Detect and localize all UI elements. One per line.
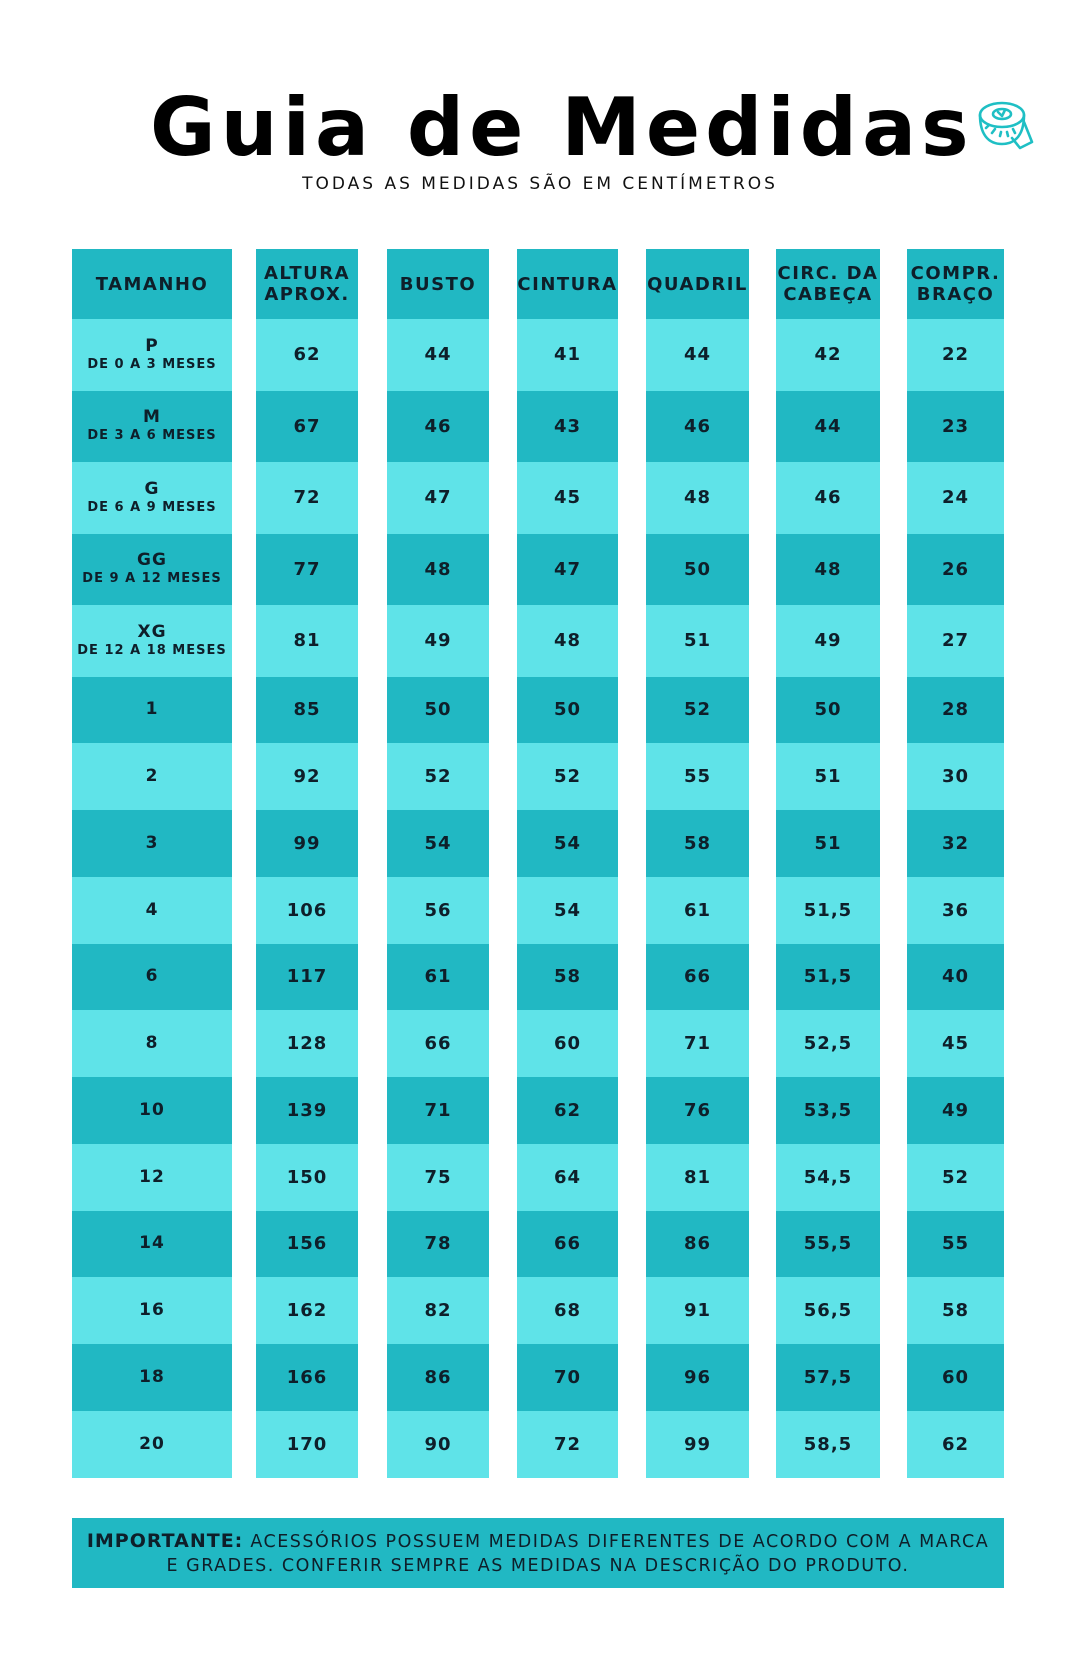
measure-cell <box>256 877 358 944</box>
size-label: 2 <box>145 766 159 787</box>
measure-cell <box>776 944 880 1011</box>
measure-cell <box>646 944 749 1011</box>
column-header-line: COMPR. <box>910 263 1001 284</box>
measure-value: 54 <box>553 899 582 921</box>
measure-cell <box>256 944 358 1011</box>
measure-value: 48 <box>683 487 712 509</box>
measure-value: 56 <box>424 899 452 921</box>
size-cell <box>72 534 232 606</box>
measure-value: 27 <box>941 630 970 652</box>
size-cell <box>72 1144 232 1211</box>
column-quadril <box>646 249 749 1516</box>
measure-value: 54 <box>553 832 582 854</box>
header <box>0 78 1080 178</box>
measure-cell <box>517 944 618 1011</box>
measure-cell <box>907 1344 1004 1411</box>
measure-value: 150 <box>286 1166 328 1188</box>
measure-value: 70 <box>553 1366 582 1388</box>
size-cell <box>72 944 232 1011</box>
measure-value: 52 <box>553 766 582 788</box>
measure-cell <box>517 1144 618 1211</box>
measure-cell <box>907 391 1004 463</box>
measure-cell <box>646 391 749 463</box>
measure-cell <box>646 1277 749 1344</box>
measure-value: 52 <box>683 699 712 721</box>
measure-value: 78 <box>424 1233 452 1255</box>
measure-cell <box>517 462 618 534</box>
measure-cell <box>776 1344 880 1411</box>
measure-cell <box>517 1077 618 1144</box>
size-cell <box>72 1277 232 1344</box>
measure-value: 62 <box>293 344 321 366</box>
column-tamanho <box>72 249 232 1516</box>
column-header-line: CIRC. DA <box>777 263 879 284</box>
measure-cell <box>256 1144 358 1211</box>
measure-cell <box>907 877 1004 944</box>
measure-value: 99 <box>683 1433 712 1455</box>
measure-value: 91 <box>683 1300 712 1322</box>
measure-cell <box>517 1211 618 1278</box>
measure-cell <box>387 810 489 877</box>
measure-cell <box>907 1411 1004 1478</box>
measure-cell <box>517 1344 618 1411</box>
measure-cell <box>907 462 1004 534</box>
column-header-line: BRAÇO <box>916 284 995 305</box>
important-note <box>72 1518 1004 1588</box>
measure-value: 128 <box>286 1033 328 1055</box>
age-range: DE 9 A 12 MESES <box>82 571 222 587</box>
measure-value: 50 <box>553 699 582 721</box>
measure-value: 28 <box>941 699 970 721</box>
size-label: M <box>143 407 161 428</box>
size-cell <box>72 1344 232 1411</box>
size-cell <box>72 605 232 677</box>
measuring-tape-icon <box>972 98 1036 162</box>
size-label: 18 <box>139 1366 165 1387</box>
measure-cell <box>907 1077 1004 1144</box>
measure-value: 156 <box>286 1233 328 1255</box>
measure-cell <box>387 1411 489 1478</box>
measure-cell <box>776 743 880 810</box>
measure-value: 162 <box>286 1300 328 1322</box>
measure-cell <box>776 1077 880 1144</box>
measure-cell <box>387 462 489 534</box>
measure-value: 53,5 <box>803 1099 853 1121</box>
measure-cell <box>387 1277 489 1344</box>
measure-cell <box>517 319 618 391</box>
measure-cell <box>387 1077 489 1144</box>
measure-cell <box>387 1211 489 1278</box>
measure-cell <box>256 1411 358 1478</box>
measure-cell <box>646 1411 749 1478</box>
measure-value: 49 <box>424 630 452 652</box>
measure-value: 52 <box>941 1166 970 1188</box>
column-cintura <box>517 249 618 1516</box>
measure-cell <box>646 743 749 810</box>
measure-value: 71 <box>683 1033 712 1055</box>
measure-cell <box>387 605 489 677</box>
measure-cell <box>776 1010 880 1077</box>
measure-cell <box>776 534 880 606</box>
measure-cell <box>907 1010 1004 1077</box>
measure-value: 42 <box>814 344 842 366</box>
important-label: IMPORTANTE: <box>86 1529 244 1552</box>
size-cell <box>72 391 232 463</box>
column-header-line: TAMANHO <box>95 273 209 295</box>
measure-cell <box>387 944 489 1011</box>
measure-cell <box>256 743 358 810</box>
measure-value: 81 <box>293 630 321 652</box>
measure-value: 60 <box>553 1033 582 1055</box>
measure-value: 72 <box>293 487 321 509</box>
measure-cell <box>256 1211 358 1278</box>
measure-value: 40 <box>941 966 970 988</box>
measure-value: 72 <box>553 1433 582 1455</box>
measure-value: 43 <box>553 415 582 437</box>
size-cell <box>72 877 232 944</box>
measure-value: 36 <box>941 899 970 921</box>
age-range: DE 6 A 9 MESES <box>87 499 217 515</box>
measure-value: 26 <box>941 558 970 580</box>
measure-cell <box>907 1277 1004 1344</box>
measure-cell <box>646 462 749 534</box>
measure-value: 46 <box>683 415 712 437</box>
measure-cell <box>256 605 358 677</box>
measure-cell <box>517 810 618 877</box>
measure-value: 47 <box>424 487 452 509</box>
size-label: 3 <box>145 832 159 853</box>
size-cell <box>72 743 232 810</box>
measure-value: 96 <box>683 1366 712 1388</box>
measure-value: 81 <box>683 1166 712 1188</box>
measure-cell <box>517 1411 618 1478</box>
measure-cell <box>776 877 880 944</box>
measure-value: 51 <box>814 766 842 788</box>
measure-value: 52 <box>424 766 452 788</box>
measure-value: 50 <box>683 558 712 580</box>
measure-value: 30 <box>941 766 970 788</box>
measure-cell <box>907 944 1004 1011</box>
measure-value: 92 <box>293 766 321 788</box>
measure-cell <box>907 1211 1004 1278</box>
measure-cell <box>256 1077 358 1144</box>
size-label: 4 <box>145 899 159 920</box>
measure-cell <box>256 534 358 606</box>
measure-value: 71 <box>424 1099 452 1121</box>
size-cell <box>72 1010 232 1077</box>
measure-cell <box>517 1277 618 1344</box>
column-header <box>256 249 358 319</box>
age-range: DE 3 A 6 MESES <box>87 428 217 444</box>
measure-value: 106 <box>286 899 328 921</box>
measure-value: 46 <box>814 487 842 509</box>
size-label: 14 <box>139 1233 165 1254</box>
measure-value: 24 <box>941 487 970 509</box>
measure-value: 82 <box>424 1300 452 1322</box>
measure-cell <box>387 1344 489 1411</box>
column-header-line: ALTURA <box>263 263 351 284</box>
measure-value: 166 <box>286 1366 328 1388</box>
size-label: G <box>144 478 160 499</box>
size-label: 12 <box>139 1166 165 1187</box>
column-header <box>387 249 489 319</box>
measure-value: 76 <box>683 1099 712 1121</box>
column-header-line: BUSTO <box>399 273 477 295</box>
column-altura <box>256 249 358 1516</box>
measure-cell <box>776 319 880 391</box>
measure-value: 45 <box>941 1033 970 1055</box>
measure-value: 32 <box>941 832 970 854</box>
measure-cell <box>256 391 358 463</box>
measure-value: 57,5 <box>803 1366 853 1388</box>
size-chart-table <box>72 249 1004 1516</box>
size-cell <box>72 810 232 877</box>
measure-value: 48 <box>814 558 842 580</box>
measure-cell <box>256 1277 358 1344</box>
measure-value: 22 <box>941 344 970 366</box>
measure-value: 54,5 <box>803 1166 853 1188</box>
measure-value: 50 <box>424 699 452 721</box>
measure-value: 48 <box>424 558 452 580</box>
measure-value: 58 <box>683 832 712 854</box>
measure-value: 51 <box>683 630 712 652</box>
measure-value: 66 <box>424 1033 452 1055</box>
measure-value: 67 <box>293 415 321 437</box>
measure-value: 77 <box>293 558 321 580</box>
measure-cell <box>907 319 1004 391</box>
column-header <box>517 249 618 319</box>
measure-cell <box>776 1277 880 1344</box>
measure-cell <box>646 1010 749 1077</box>
measure-cell <box>646 605 749 677</box>
measure-cell <box>387 391 489 463</box>
measure-cell <box>907 677 1004 744</box>
measure-value: 61 <box>683 899 712 921</box>
measure-value: 23 <box>941 415 970 437</box>
measure-cell <box>387 677 489 744</box>
measure-cell <box>907 1144 1004 1211</box>
column-compr-braco <box>907 249 1004 1516</box>
measure-value: 90 <box>424 1433 452 1455</box>
measure-value: 48 <box>553 630 582 652</box>
measure-cell <box>646 319 749 391</box>
size-cell <box>72 462 232 534</box>
measure-cell <box>387 743 489 810</box>
measure-value: 139 <box>286 1099 328 1121</box>
subtitle: TODAS AS MEDIDAS SÃO EM CENTÍMETROS <box>302 174 778 194</box>
measure-cell <box>776 1411 880 1478</box>
measure-cell <box>907 743 1004 810</box>
measure-cell <box>646 677 749 744</box>
measure-value: 44 <box>814 415 842 437</box>
measure-value: 62 <box>941 1433 970 1455</box>
measure-cell <box>256 462 358 534</box>
measure-cell <box>387 534 489 606</box>
column-header <box>72 249 232 319</box>
measure-cell <box>646 1077 749 1144</box>
measure-cell <box>907 534 1004 606</box>
age-range: DE 0 A 3 MESES <box>87 356 217 372</box>
measure-cell <box>256 810 358 877</box>
measure-value: 55 <box>941 1233 970 1255</box>
measure-cell <box>517 534 618 606</box>
measure-cell <box>646 1144 749 1211</box>
measure-cell <box>646 1211 749 1278</box>
measure-value: 51 <box>814 832 842 854</box>
measure-value: 50 <box>814 699 842 721</box>
column-header <box>907 249 1004 319</box>
measure-value: 85 <box>293 699 321 721</box>
measure-value: 49 <box>814 630 842 652</box>
size-label: XG <box>137 621 167 642</box>
measure-value: 170 <box>286 1433 328 1455</box>
measure-value: 60 <box>941 1366 970 1388</box>
column-header <box>646 249 749 319</box>
measure-cell <box>256 1010 358 1077</box>
measure-cell <box>907 810 1004 877</box>
measure-cell <box>646 1344 749 1411</box>
measure-cell <box>776 810 880 877</box>
measure-value: 99 <box>293 832 321 854</box>
measure-cell <box>256 1344 358 1411</box>
measure-cell <box>387 877 489 944</box>
size-label: P <box>145 335 159 356</box>
measure-cell <box>646 534 749 606</box>
measure-cell <box>907 605 1004 677</box>
measure-value: 62 <box>553 1099 582 1121</box>
measure-value: 58 <box>553 966 582 988</box>
measure-value: 55 <box>683 766 712 788</box>
size-cell <box>72 677 232 744</box>
measure-value: 46 <box>424 415 452 437</box>
measure-cell <box>776 605 880 677</box>
measure-value: 58 <box>941 1300 970 1322</box>
measure-cell <box>646 810 749 877</box>
column-header-line: CABEÇA <box>783 284 873 305</box>
age-range: DE 12 A 18 MESES <box>77 642 227 658</box>
measure-value: 86 <box>424 1366 452 1388</box>
size-cell <box>72 1077 232 1144</box>
measure-value: 47 <box>553 558 582 580</box>
measure-value: 66 <box>553 1233 582 1255</box>
measure-cell <box>517 743 618 810</box>
measure-value: 58,5 <box>803 1433 853 1455</box>
measure-cell <box>776 1211 880 1278</box>
size-label: 1 <box>145 699 159 720</box>
measure-value: 117 <box>286 966 328 988</box>
size-cell <box>72 1411 232 1478</box>
measure-cell <box>517 605 618 677</box>
size-cell <box>72 319 232 391</box>
measure-cell <box>517 1010 618 1077</box>
size-label: 8 <box>145 1033 159 1054</box>
column-header-line: CINTURA <box>517 273 618 295</box>
measure-value: 49 <box>941 1099 970 1121</box>
measure-cell <box>517 677 618 744</box>
column-busto <box>387 249 489 1516</box>
column-header-line: APROX. <box>264 284 350 305</box>
size-label: 16 <box>139 1300 165 1321</box>
column-header <box>776 249 880 319</box>
size-label: 20 <box>139 1433 165 1454</box>
size-label: GG <box>137 550 167 571</box>
measure-value: 51,5 <box>803 966 853 988</box>
measure-cell <box>517 391 618 463</box>
measure-value: 61 <box>424 966 452 988</box>
measure-value: 68 <box>553 1300 582 1322</box>
measure-value: 44 <box>424 344 452 366</box>
page-title: Guia de Medidas <box>150 81 974 174</box>
measure-value: 52,5 <box>803 1033 853 1055</box>
measure-value: 86 <box>683 1233 712 1255</box>
measure-cell <box>776 391 880 463</box>
measure-cell <box>256 677 358 744</box>
measure-value: 55,5 <box>803 1233 853 1255</box>
measure-cell <box>776 1144 880 1211</box>
measure-value: 75 <box>424 1166 452 1188</box>
column-header-line: QUADRIL <box>647 273 748 295</box>
measure-value: 51,5 <box>803 899 853 921</box>
measure-value: 41 <box>553 344 582 366</box>
measure-value: 45 <box>553 487 582 509</box>
measure-cell <box>776 677 880 744</box>
measure-value: 56,5 <box>803 1300 853 1322</box>
measure-value: 54 <box>424 832 452 854</box>
measure-cell <box>517 877 618 944</box>
measure-value: 64 <box>553 1166 582 1188</box>
measure-value: 66 <box>683 966 712 988</box>
size-label: 6 <box>145 966 159 987</box>
measure-cell <box>387 1010 489 1077</box>
size-cell <box>72 1211 232 1278</box>
column-circ-cabeca <box>776 249 880 1516</box>
size-label: 10 <box>139 1099 165 1120</box>
important-text: ACESSÓRIOS POSSUEM MEDIDAS DIFERENTES DE ACORDO COM A MARCA E GRADES. CONFERIR SEMPRE AS MEDIDAS NA DESCRIÇÃO DO PRODUTO. <box>166 1531 990 1576</box>
measure-cell <box>646 877 749 944</box>
measure-value: 44 <box>683 344 712 366</box>
measure-cell <box>256 319 358 391</box>
measure-cell <box>776 462 880 534</box>
measure-cell <box>387 1144 489 1211</box>
measure-cell <box>387 319 489 391</box>
